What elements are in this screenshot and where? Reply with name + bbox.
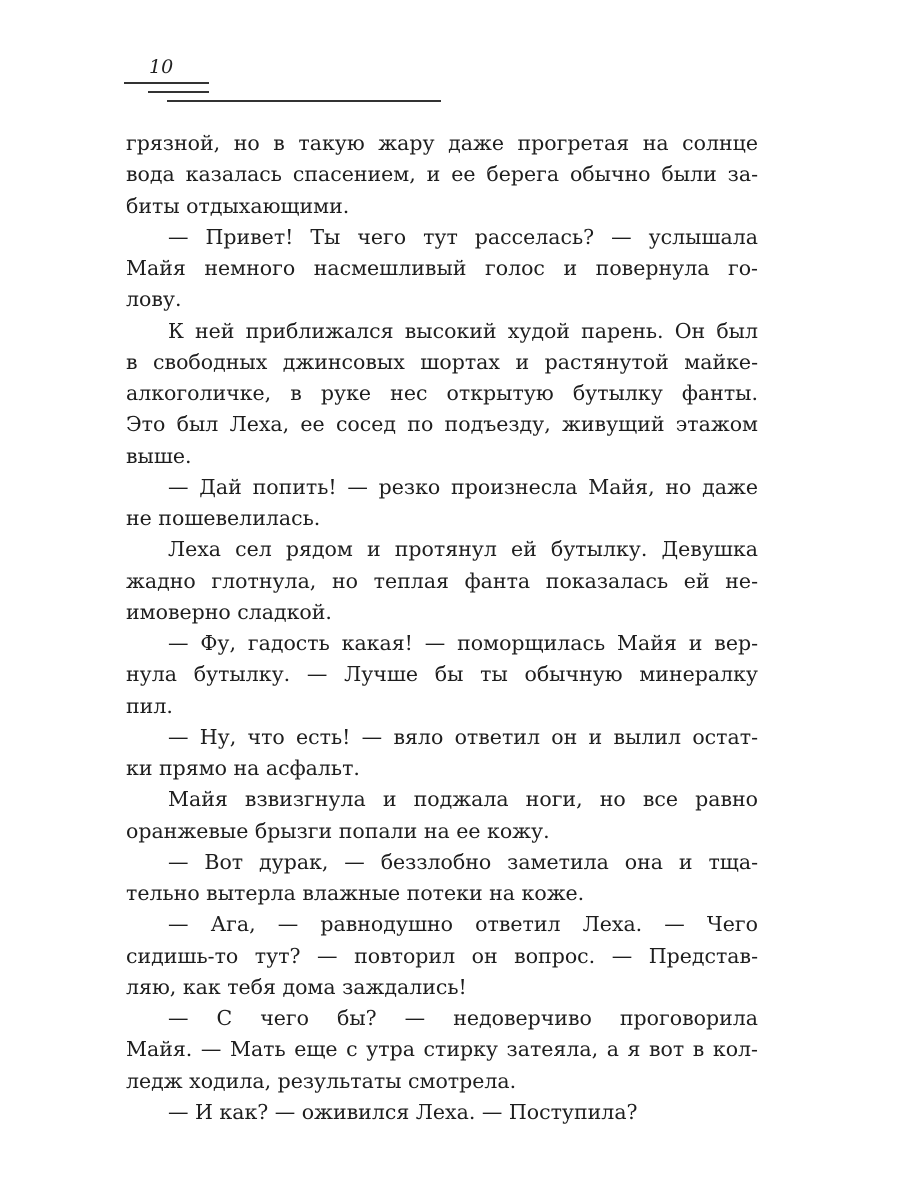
paragraph <box>126 316 758 472</box>
header-rule-3 <box>167 100 441 102</box>
paragraph <box>126 534 758 628</box>
paragraph <box>126 784 758 847</box>
paragraph <box>126 847 758 910</box>
paragraph <box>126 472 758 535</box>
text-line: Майя. — Мать еще с утра стирку затеяла, а я вот в кол- <box>126 1037 758 1062</box>
text-line: — С чего бы? — недоверчиво проговорила <box>168 1006 758 1030</box>
text-line: тельно вытерла влажные потеки на коже. <box>126 881 585 905</box>
text-line: — И как? — оживился Леха. — Поступила? <box>168 1099 638 1124</box>
text-line: Майя немного насмешливый голос и повернула го- <box>126 256 758 280</box>
text-line: Леха сел рядом и протянул ей бутылку. Девушка <box>168 537 758 562</box>
text-line: — Фу, гадость какая! — поморщилась Майя и вер- <box>168 631 758 655</box>
text-line: Майя взвизгнула и поджала ноги, но все равно <box>168 787 758 812</box>
text-line: лову. <box>126 287 182 312</box>
text-line: — Дай попить! — резко произнесла Майя, но даже <box>168 474 758 499</box>
page-number: 10 <box>149 56 174 78</box>
paragraph <box>126 1097 758 1128</box>
text-line: ки прямо на асфальт. <box>126 756 360 780</box>
paragraph <box>126 722 758 785</box>
text-line: ляю, как тебя дома заждались! <box>126 974 467 999</box>
text-line: не пошевелилась. <box>126 506 321 530</box>
text-line: имоверно сладкой. <box>126 599 332 624</box>
text-line: вода казалась спасением, и ее берега обычно были за- <box>126 162 758 187</box>
text-line: оранжевые брызги попали на ее кожу. <box>126 818 550 843</box>
text-line: нула бутылку. — Лучше бы ты обычную минералку <box>126 662 758 687</box>
header-rule-2 <box>148 91 209 93</box>
header-rule-1 <box>124 82 209 84</box>
text-line: алкоголичке, в руке нес открытую бутылку фанты. <box>126 381 758 405</box>
text-line: грязной, но в такую жару даже прогретая на солнце <box>126 131 758 155</box>
text-line: — Ага, — равнодушно ответил Леха. — Чего <box>168 912 758 937</box>
text-line: в свободных джинсовых шортах и растянутой майке- <box>126 349 758 374</box>
text-line: — Ну, что есть! — вяло ответил он и вылил остат- <box>168 724 758 749</box>
text-line: Это был Леха, ее сосед по подъезду, живущий этажом <box>126 412 758 437</box>
text-line: сидишь-то тут? — повторил он вопрос. — Представ- <box>126 943 758 968</box>
body-text <box>126 128 758 1128</box>
paragraph <box>126 628 758 722</box>
paragraph <box>126 1003 758 1097</box>
text-line: ледж ходила, результаты смотрела. <box>126 1068 517 1093</box>
paragraph <box>126 222 758 316</box>
text-line: К ней приближался высокий худой парень. Он был <box>168 318 758 343</box>
text-line: выше. <box>126 443 192 468</box>
paragraph <box>126 909 758 1003</box>
text-line: — Привет! Ты чего тут расселась? — услышала <box>168 224 758 249</box>
text-line: биты отдыхающими. <box>126 193 350 218</box>
paragraph <box>126 128 758 222</box>
text-line: — Вот дурак, — беззлобно заметила она и тща- <box>168 849 758 874</box>
text-line: жадно глотнула, но теплая фанта показалась ей не- <box>126 568 758 593</box>
text-line: пил. <box>126 693 173 718</box>
